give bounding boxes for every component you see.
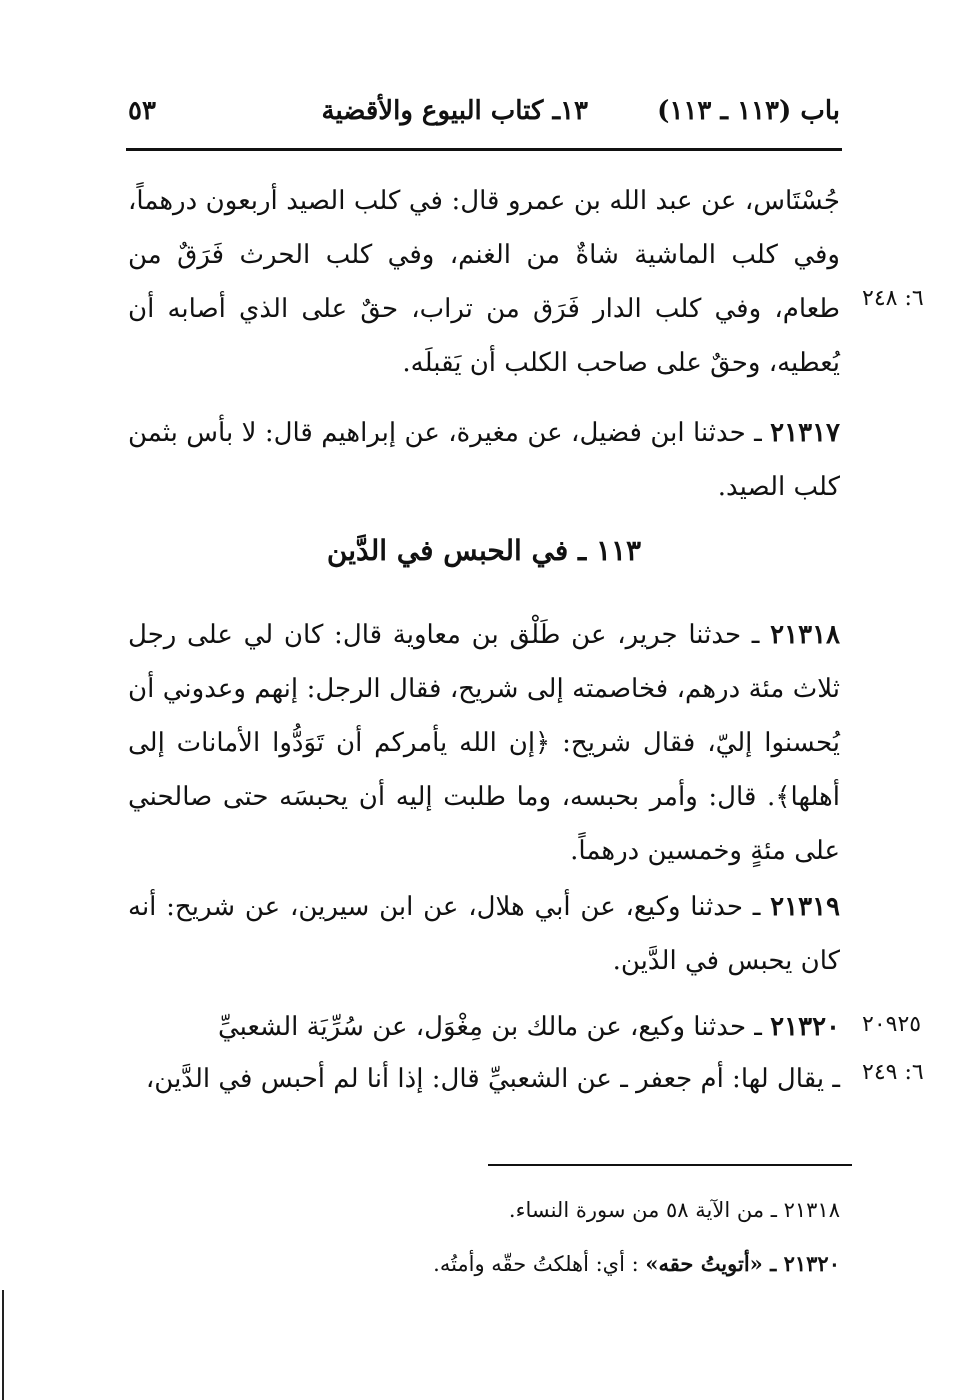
hadith-text: ـ حدثنا وكيع، عن أبي هلال، عن ابن سيرين، عن شريح: أنه كان يحبس في الدَّين. <box>128 892 840 976</box>
footnote-rule <box>488 1164 852 1166</box>
margin-reference-1: ٦: ٢٤٨ <box>862 286 924 311</box>
page-header <box>128 96 840 136</box>
paragraph-continuation: جُسْتَاس، عن عبد الله بن عمرو قال: في كلب الصيد أربعون درهماً، وفي كلب الماشية شاةٌ من الغنم، وفي كلب الحرث فَرَقٌ من طعام، وفي كلب الدار فَرَق من تراب، حقٌ على الذي أصابه أن يُعطيه، وحقٌ على صاحب الكلب أن يَقبلَه. <box>128 186 840 378</box>
scan-edge <box>2 1290 4 1400</box>
hadith-21319 <box>128 880 840 988</box>
margin-reference-3: ٦: ٢٤٩ <box>862 1060 924 1085</box>
hadith-21318 <box>128 608 840 878</box>
hadith-21317 <box>128 406 840 514</box>
running-head-chapter: باب (١١٣ ـ ١١٣) <box>657 96 840 126</box>
page-number: ٥٣ <box>128 96 156 126</box>
hadith-number: ٢١٣١٧ <box>770 418 840 448</box>
hadith-21320 <box>128 1000 840 1054</box>
footnote-21320 <box>300 1244 840 1284</box>
hadith-text: ـ حدثنا جرير، عن طَلْق بن معاوية قال: كان لي على رجل ثلاث مئة درهم، فخاصمته إلى شريح، فقال الرجل: إنهم وعدوني أن يُحسنوا إليّ، فقال شريح: ﴿إن الله يأمركم أن تَوَدُّوا الأمانات إلى أهلها﴾. قال: وأمر بحبسه، وما طلبت إليه أن يحبسَه حتى صالحني على مئةٍ وخمسين درهماً. <box>128 620 840 866</box>
margin-reference-2: ٢٠٩٢٥ <box>862 1012 922 1037</box>
footnote-label: ٢١٣٢٠ ـ «أتويتُ حقه» <box>645 1251 840 1276</box>
footnote-21318: ٢١٣١٨ ـ من الآية ٥٨ من سورة النساء. <box>508 1198 840 1222</box>
section-title: ١١٣ ـ في الحبس في الدَّين <box>326 534 642 567</box>
hadith-text-line1: ـ حدثنا وكيع، عن مالك بن مِغْوَل، عن سُرِّيَة الشعبيِّ <box>217 1012 771 1042</box>
hadith-text: ـ حدثنا ابن فضيل، عن مغيرة، عن إبراهيم قال: لا بأس بثمن كلب الصيد. <box>128 418 840 502</box>
header-rule <box>126 148 842 151</box>
footnote-text: : أي: أهلكتُ حقّه وأمتُه. <box>433 1252 646 1276</box>
hadith-number: ٢١٣٢٠ <box>770 1012 840 1042</box>
running-head-book: ١٣ـ كتاب البيوع والأقضية <box>321 96 588 126</box>
hadith-21320-continuation: ـ يقال لها: أم جعفر ـ عن الشعبيِّ قال: إذا أنا لم أحبس في الدَّين، <box>145 1064 840 1094</box>
hadith-number: ٢١٣١٩ <box>770 892 840 922</box>
hadith-number: ٢١٣١٨ <box>770 620 840 650</box>
